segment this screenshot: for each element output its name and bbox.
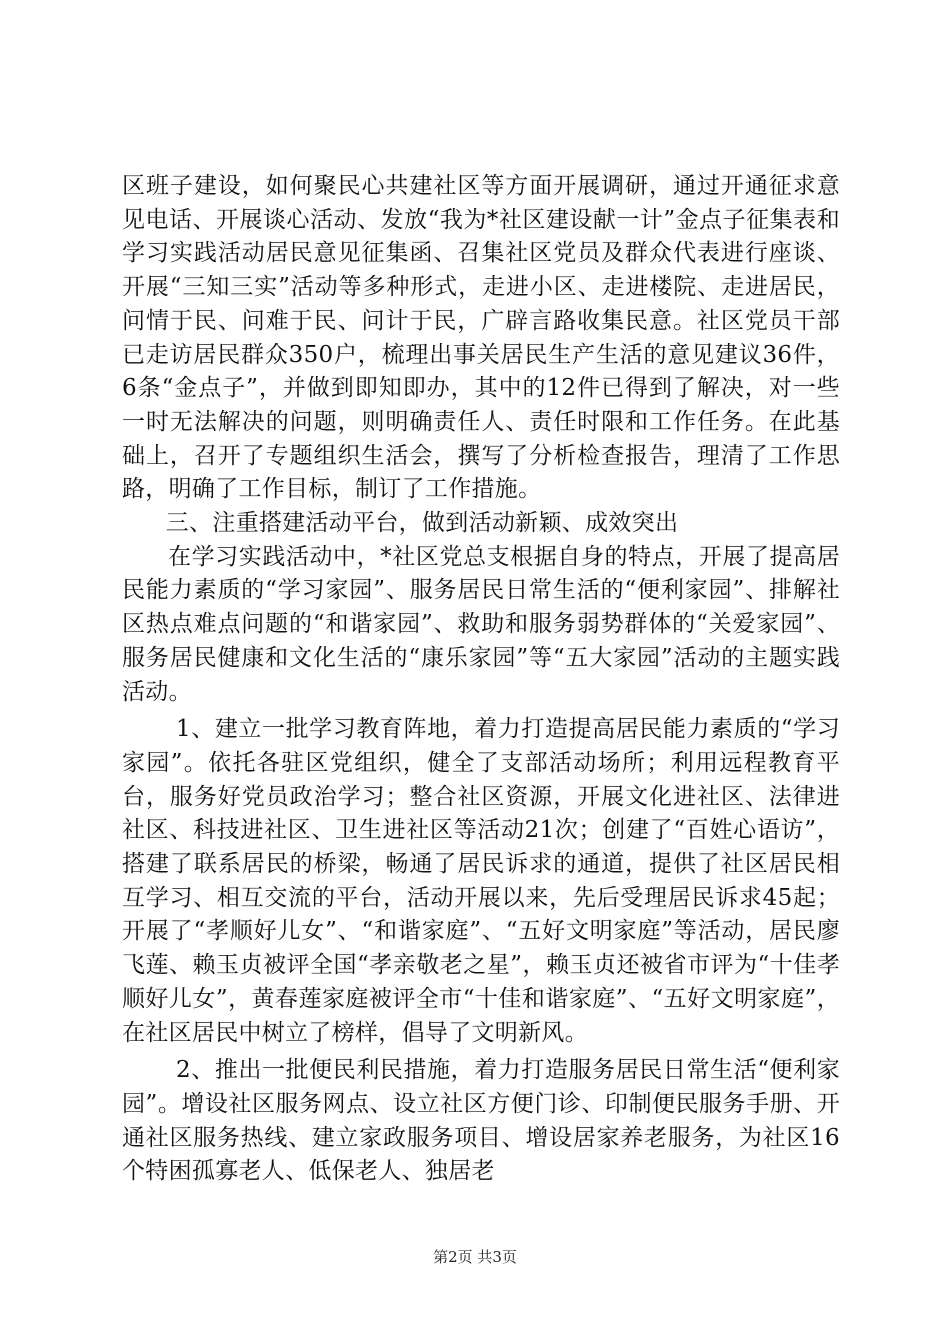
paragraph-continuation: 区班子建设，如何聚民心共建社区等方面开展调研，通过开通征求意见电话、开展谈心活动、发放“我为*社区建设献一计”金点子征集表和学习实践活动居民意见征集函、召集社区党员及群众代表进行座谈、开展“三知三实”活动等多种形式，走进小区、走进楼院、走进居民，问情于民、问难于民、问计于民，广辟言路收集民意。社区党员干部已走访居民群众350户，梳理出事关居民生产生活的意见建议36件，6条“金点子”，并做到即知即办，其中的12件已得到了解决，对一些一时无法解决的问题，则明确责任人、责任时限和工作任务。在此基础上，召开了专题组织生活会，撰写了分析检查报告，理清了工作思路，明确了工作目标，制订了工作措施。 bbox=[122, 173, 840, 503]
paragraph-section-intro: 在学习实践活动中，*社区党总支根据自身的特点，开展了提高居民能力素质的“学习家园”、服务居民日常生活的“便利家园”、排解社区热点难点问题的“和谐家园”、救助和服务弱势群体的“关爱家园”、服务居民健康和文化生活的“康乐家园”等“五大家园”活动的主题实践活动。 bbox=[122, 543, 840, 705]
document-body bbox=[122, 170, 840, 1189]
paragraph-item-1: 1、建立一批学习教育阵地，着力打造提高居民能力素质的“学习家园”。依托各驻区党组织，健全了支部活动场所；利用远程教育平台，服务好党员政治学习；整合社区资源，开展文化进社区、法律进社区、科技进社区、卫生进社区等活动21次；创建了“百姓心语访”，搭建了联系居民的桥梁，畅通了居民诉求的通道，提供了社区居民相互学习、相互交流的平台，活动开展以来，先后受理居民诉求45起；开展了“孝顺好儿女”、“和谐家庭”、“五好文明家庭”等活动，居民廖飞莲、赖玉贞被评全国“孝亲敬老之星”，赖玉贞还被省市评为“十佳孝顺好儿女”，黄春莲家庭被评全市“十佳和谐家庭”、“五好文明家庭”，在社区居民中树立了榜样，倡导了文明新风。 bbox=[122, 716, 840, 1046]
section-heading-3: 三、注重搭建活动平台，做到活动新颖、成效突出 bbox=[165, 510, 679, 537]
page-footer: 第2页 共3页 bbox=[433, 1248, 517, 1266]
paragraph-item-2: 2、推出一批便民利民措施，着力打造服务居民日常生活“便利家园”。增设社区服务网点、设立社区方便门诊、印制便民服务手册、开通社区服务热线、建立家政服务项目、增设居家养老服务，为社区16个特困孤寡老人、低保老人、独居老 bbox=[122, 1057, 840, 1185]
